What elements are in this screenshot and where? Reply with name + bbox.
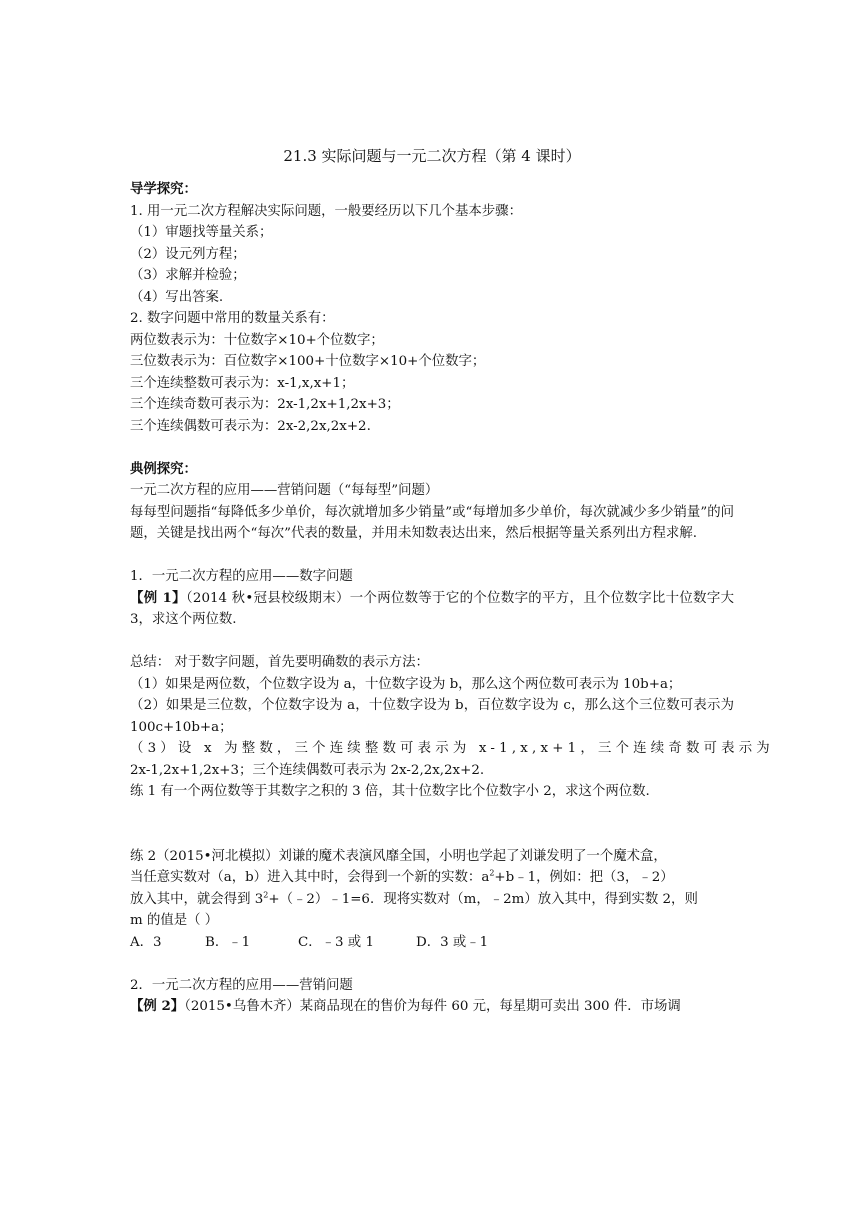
example-1 [130, 588, 734, 631]
summary-item-3-line-2: 2x-1,2x+1,2x+3；三个连续偶数可表示为 2x-2,2x,2x+2. [130, 762, 485, 778]
spacer [130, 437, 734, 459]
guide-paragraph-1: 1. 用一元二次方程解决实际问题，一般要经历以下几个基本步骤： [130, 203, 522, 219]
superscript-2: 2 [263, 890, 269, 900]
example-2 [130, 996, 734, 1018]
relation-item: 三个连续奇数可表示为：2x-1,2x+1,2x+3； [130, 397, 400, 412]
practice-2-line-2 [130, 867, 734, 889]
step-item: （1）审题找等量关系； [130, 225, 273, 240]
practice-2-line-3 [130, 889, 734, 911]
option-c: C．﹣3 或 1 [298, 934, 374, 950]
intro-title: 一元二次方程的应用——营销问题（“每每型”问题） [130, 483, 439, 498]
step-item: （3）求解并检验； [130, 268, 246, 283]
practice-2-line-3-text-a: 放入其中，就会得到 3 [130, 891, 264, 907]
spacer [130, 803, 734, 846]
examples-heading: 典例探究： [130, 460, 197, 477]
option-b: B．﹣1 [205, 934, 251, 950]
relation-item: 两位数表示为：十位数字×10+个位数字； [130, 332, 384, 348]
relation-item: 三个连续偶数可表示为：2x-2,2x,2x+2. [130, 418, 371, 434]
example-2-text: （2015•乌鲁木齐）某商品现在的售价为每件 60 元，每星期可卖出 300 件．市场调 [184, 999, 681, 1014]
practice-2-line-1: 练 2（2015•河北模拟）刘谦的魔术表演风靡全国，小明也学起了刘谦发明了一个魔术盒， [130, 848, 667, 864]
summary-item-3-line-1: （3）设 x 为整数，三个连续整数可表示为 x-1,x,x+1，三个连续奇数可表示为 [130, 741, 774, 756]
practice-2-line-3-text-b: +（﹣2）﹣1=6．现将实数对（m，﹣2m）放入其中，得到实数 2，则 [268, 891, 698, 907]
example-1-label: 【例 1】 [130, 589, 186, 606]
spacer [130, 545, 734, 567]
summary-item: （2）如果是三位数，个位数字设为 a，十位数字设为 b，百位数字设为 c，那么这个三位数可表示为 100c+10b+a； [130, 698, 734, 735]
summary-item: （1）如果是两位数，个位数字设为 a，十位数字设为 b，那么这个两位数可表示为 10b+a； [130, 676, 682, 692]
step-item: （2）设元列方程； [130, 246, 246, 262]
guide-paragraph-2: 2. 数字问题中常用的数量关系有： [130, 311, 335, 326]
section-1-title: 1．一元二次方程的应用——数字问题 [130, 569, 353, 584]
guide-heading: 导学探究： [130, 181, 197, 197]
practice-2-line-2-text-a: 当任意实数对（a，b）进入其中时，会得到一个新的实数：a [130, 870, 490, 885]
step-item: （4）写出答案. [130, 289, 224, 305]
page-title: 21.3 实际问题与一元二次方程（第 4 课时） [283, 147, 581, 165]
relation-item: 三个连续整数可表示为：x-1,x,x+1； [130, 375, 355, 391]
summary-title: 总结： 对于数字问题，首先要明确数的表示方法： [130, 655, 429, 670]
spacer [130, 631, 734, 653]
section-2-title: 2．一元二次方程的应用——营销问题 [130, 977, 353, 993]
option-d: D．3 或﹣1 [416, 934, 489, 950]
intro-text: 每每型问题指“每降低多少单价，每次就增加多少销量”或“每增加多少单价，每次就减少多少销量”的问题，关键是找出两个“每次”代表的数量，并用未知数表达出来，然后根据等量关系列出方程求解. [130, 504, 734, 541]
practice-2-options [130, 932, 734, 954]
practice-2-line-2-text-b: +b﹣1，例如：把（3，﹣2） [494, 870, 674, 885]
practice-2-line-4: m 的值是（ ） [130, 913, 219, 928]
practice-1: 练 1 有一个两位数等于其数字之积的 3 倍，其十位数字比个位数字小 2，求这个两位数. [130, 784, 650, 799]
superscript-2: 2 [489, 868, 495, 878]
spacer [130, 953, 734, 975]
example-1-text: （2014 秋•冠县校级期末）一个两位数等于它的个位数字的平方，且个位数字比十位数字大 3，求这个两位数. [130, 590, 735, 627]
option-a: A．3 [130, 934, 162, 950]
example-2-label: 【例 2】 [130, 998, 185, 1014]
relation-item: 三位数表示为：百位数字×100+十位数字×10+个位数字； [130, 354, 486, 369]
document-page [130, 145, 774, 1018]
